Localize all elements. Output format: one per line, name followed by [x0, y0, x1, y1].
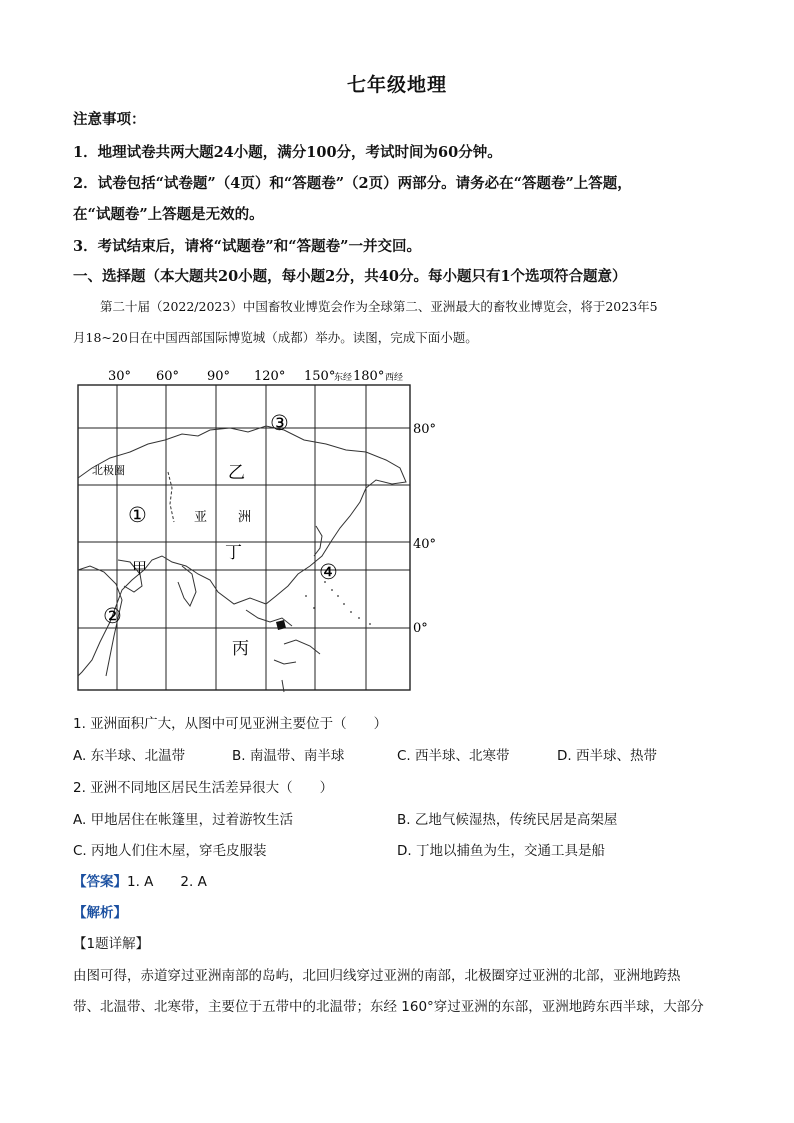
lat-0-label: 0°: [413, 621, 428, 636]
detail-line-1: 由图可得，赤道穿过亚洲南部的岛屿，北回归线穿过亚洲的南部，北极圈穿过亚洲的北部，亚洲地跨热: [73, 968, 681, 984]
notice-item-1: 1．地理试卷共两大题24小题，满分100分，考试时间为60分钟。: [73, 144, 502, 161]
analysis-tag: 【解析】: [73, 905, 127, 921]
notice-item-2: 2．试卷包括“试卷题”（4页）和“答题卷”（2页）两部分。请务必在“答题卷”上答题，: [73, 175, 632, 192]
marker-2: ②: [103, 604, 122, 628]
arctic-circle-label: 北极圈: [92, 464, 125, 477]
lon-180-label: 180°: [353, 369, 385, 384]
arctic-circle-dashed: [168, 472, 174, 522]
answer-tag: 【答案】: [73, 874, 127, 890]
lon-90-label: 90°: [207, 369, 231, 384]
notice-item-2-cont: 在“试题卷”上答题是无效的。: [73, 206, 264, 223]
answer-line: [73, 870, 207, 890]
analysis-line: [73, 901, 127, 921]
lon-120-label: 120°: [254, 369, 286, 384]
parallel-lines: [78, 428, 410, 628]
notice-item-3: 3．考试结束后，请将“试题卷”和“答题卷”一并交回。: [73, 238, 421, 255]
passage-line-1: 第二十届（2022/2023）中国畜牧业博览会作为全球第二、亚洲最大的畜牧业博览会，将于2023年5: [100, 299, 658, 314]
marker-4: ④: [319, 560, 338, 584]
q1-option-b[interactable]: B. 南温带、南半球: [232, 748, 345, 764]
answer-text: 1. A 2. A: [127, 874, 207, 890]
continent-label-ya: 亚: [194, 510, 208, 525]
east-longitude-label: 东经: [334, 373, 353, 383]
detail-line-2: 带、北温带、北寒带，主要位于五带中的北温带；东经 160°穿过亚洲的东部，亚洲地跨东西半球，大部分: [73, 999, 704, 1015]
west-longitude-label: 西经: [385, 373, 404, 383]
q1-option-c[interactable]: C. 西半球、北寒带: [397, 748, 510, 764]
notice-heading: 注意事项：: [73, 111, 146, 128]
lon-150-label: 150°: [304, 369, 336, 384]
page-title: 七年级地理: [346, 74, 447, 96]
question-1-stem: 1. 亚洲面积广大，从图中可见亚洲主要位于（ ）: [73, 716, 388, 732]
marker-3: ③: [270, 411, 289, 435]
region-jia: 甲: [132, 559, 148, 577]
india-coastline: [178, 566, 196, 606]
question-2-stem: 2. 亚洲不同地区居民生活差异很大（ ）: [73, 780, 334, 796]
q2-option-b[interactable]: B. 乙地气候湿热，传统民居是高架屋: [397, 812, 618, 828]
region-bing: 丙: [232, 639, 249, 659]
region-yi: 乙: [228, 463, 245, 483]
q1-option-d[interactable]: D. 西半球、热带: [557, 748, 657, 764]
q2-option-d[interactable]: D. 丁地以捕鱼为生，交通工具是船: [397, 843, 605, 859]
lat-80-label: 80°: [413, 422, 437, 437]
passage-line-2: 月18~20日在中国西部国际博览城（成都）举办。读图，完成下面小题。: [73, 330, 478, 345]
lat-40-label: 40°: [413, 537, 437, 552]
continent-label-zhou: 洲: [238, 510, 252, 525]
detail-heading: 【1题详解】: [73, 936, 150, 952]
section-heading: 一、选择题（本大题共20小题，每小题2分，共40分。每小题只有1个选项符合题意）: [73, 268, 627, 285]
asia-map: [70, 360, 450, 695]
lon-30-label: 30°: [108, 369, 132, 384]
q2-option-a[interactable]: A. 甲地居住在帐篷里，过着游牧生活: [73, 812, 294, 828]
q2-option-c[interactable]: C. 丙地人们住木屋，穿毛皮服装: [73, 843, 267, 859]
lon-60-label: 60°: [156, 369, 180, 384]
q1-option-a[interactable]: A. 东半球、北温带: [73, 748, 186, 764]
region-ding: 丁: [225, 543, 242, 563]
marker-1: ①: [128, 503, 147, 527]
